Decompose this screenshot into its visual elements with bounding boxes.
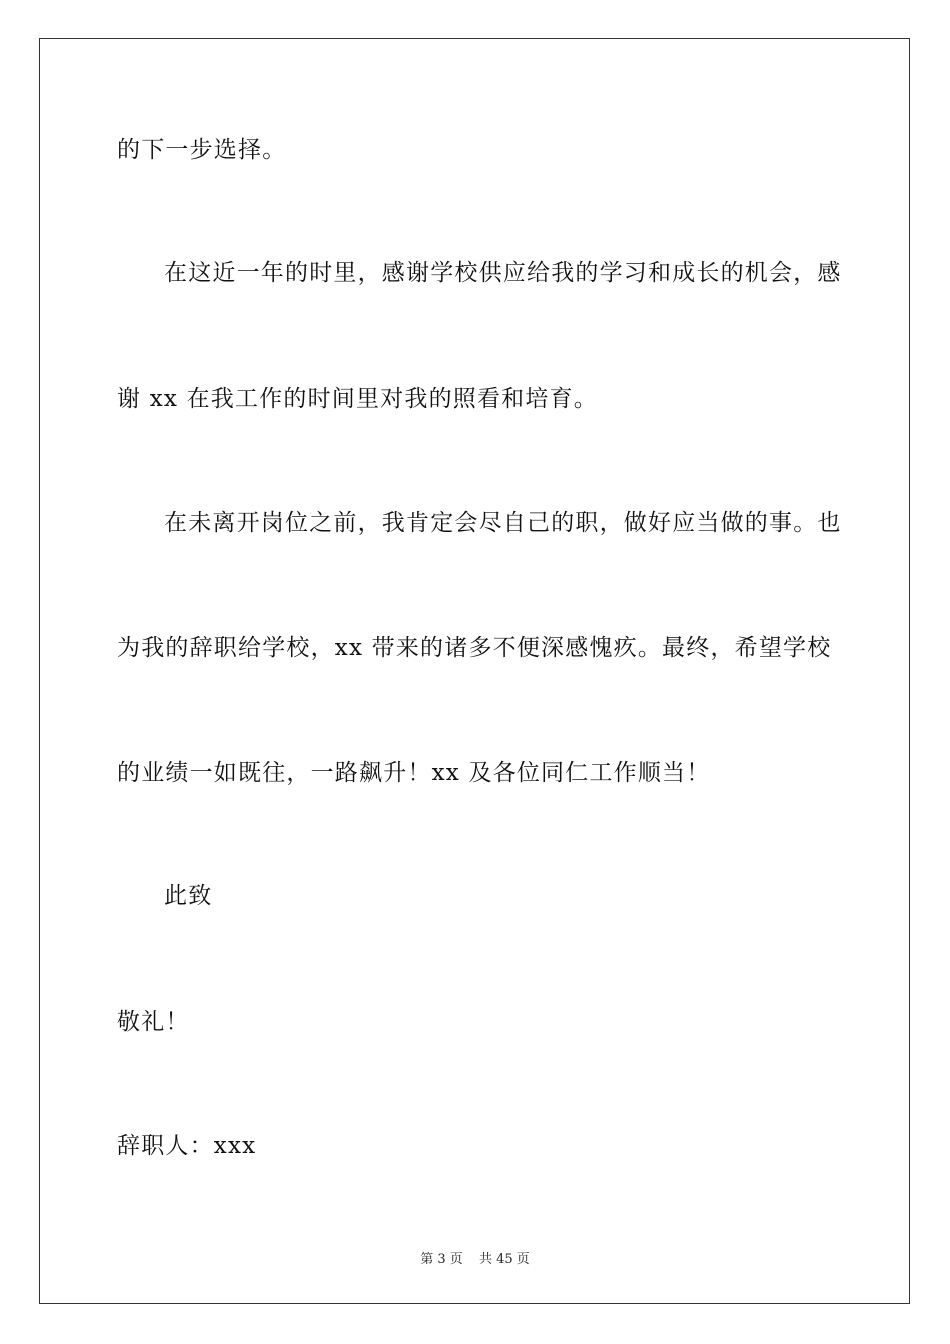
page-footer xyxy=(0,1248,950,1267)
paragraph-line: 在未离开岗位之前，我肯定会尽自己的职，做好应当做的事。也 xyxy=(164,510,842,536)
total-pages: 共 45 页 xyxy=(478,1252,530,1267)
paragraph-line: 在这近一年的时里，感谢学校供应给我的学习和成长的机会，感 xyxy=(164,260,842,286)
paragraph-line: 为我的辞职给学校，xx 带来的诸多不便深感愧疚。最终，希望学校 xyxy=(117,635,832,661)
paragraph-line: 谢 xx 在我工作的时间里对我的照看和培育。 xyxy=(117,386,598,412)
page-frame xyxy=(39,38,910,1304)
closing-salutation: 此致 xyxy=(164,883,213,909)
closing-regards: 敬礼！ xyxy=(117,1009,190,1035)
paragraph-line: 的下一步选择。 xyxy=(117,137,287,163)
page-number: 第 3 页 xyxy=(420,1252,463,1267)
paragraph-line: 的业绩一如既往，一路飙升！xx 及各位同仁工作顺当！ xyxy=(117,760,711,786)
signature-line: 辞职人：xxx xyxy=(117,1133,257,1159)
